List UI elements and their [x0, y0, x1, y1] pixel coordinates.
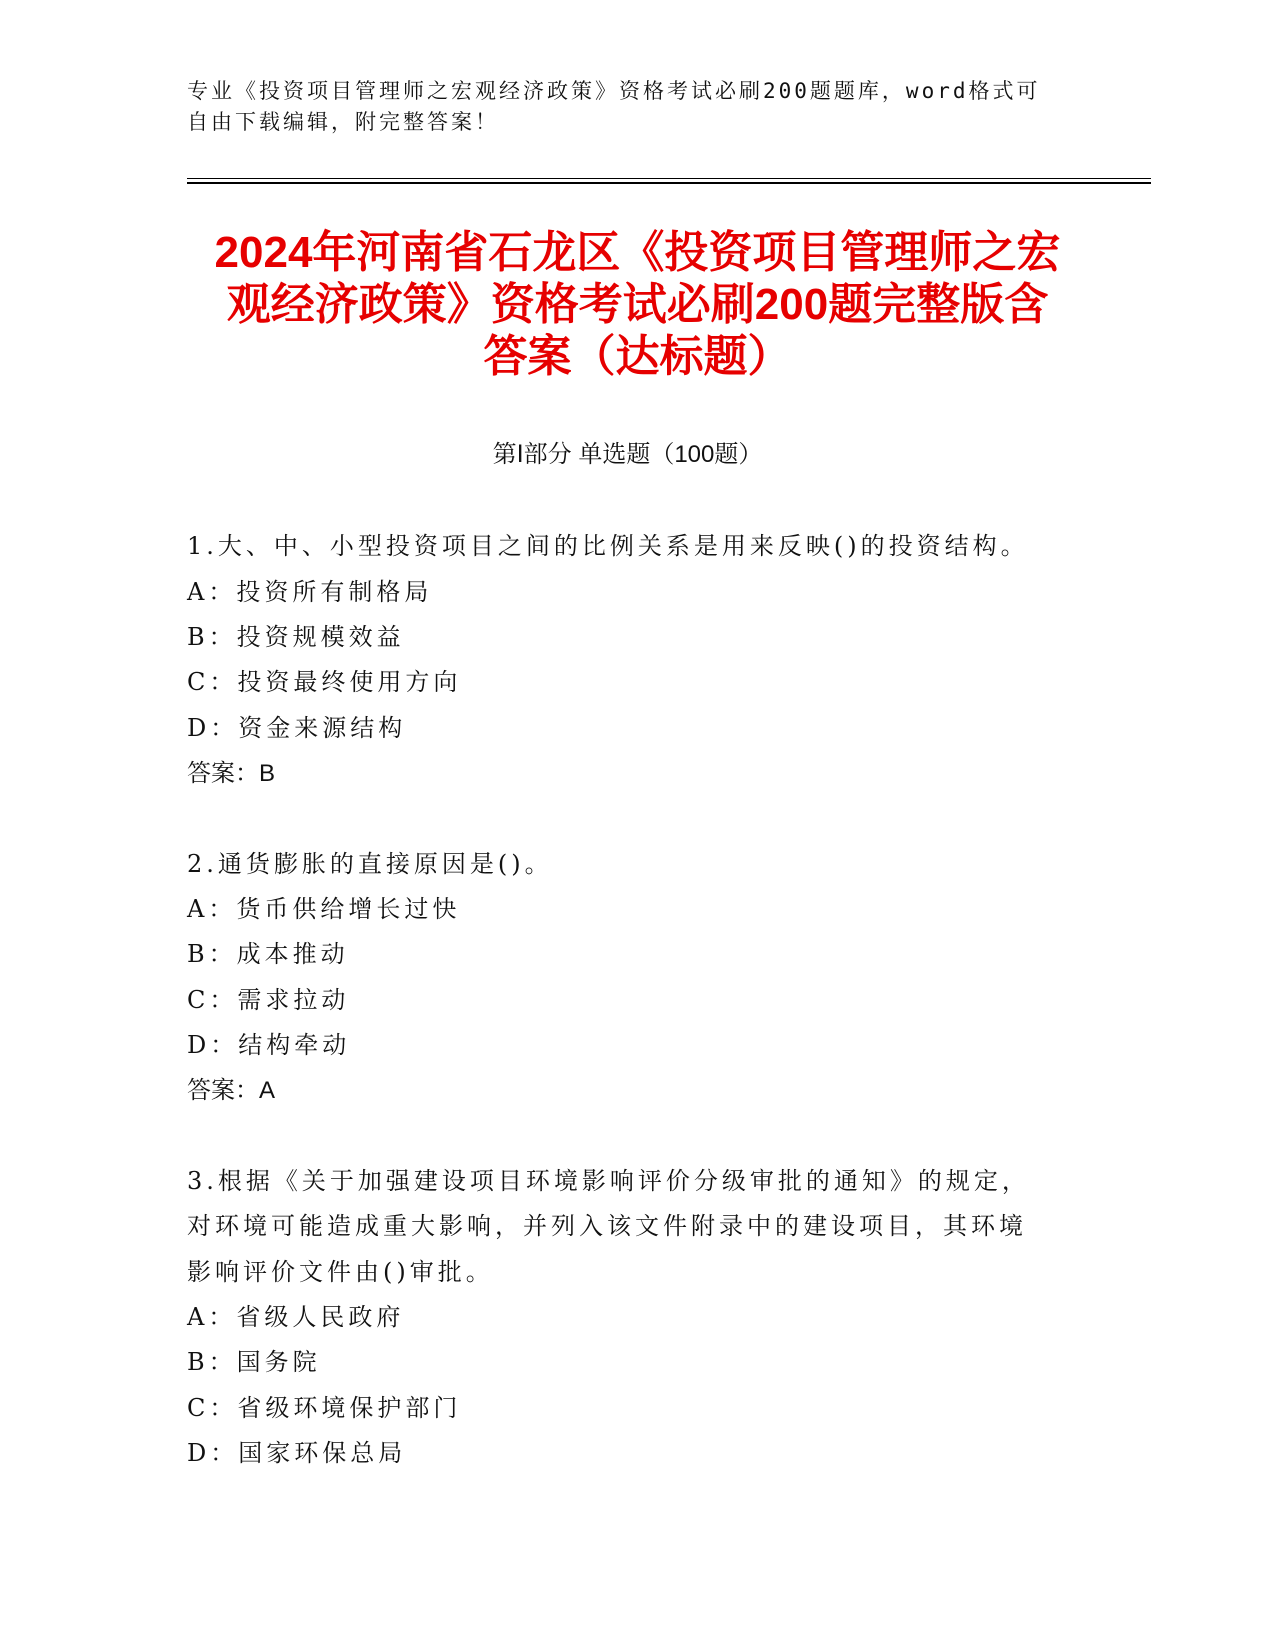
option-d: D：国家环保总局: [187, 1438, 407, 1467]
option-a: A：投资所有制格局: [187, 577, 433, 606]
option-c: C：省级环境保护部门: [187, 1393, 462, 1422]
option-d: D：结构牵动: [187, 1030, 351, 1059]
page-header: [187, 76, 1187, 138]
header-line: 专业《投资项目管理师之宏观经济政策》资格考试必刷200题题库，word格式可: [187, 79, 1041, 103]
option-d: D：资金来源结构: [187, 713, 407, 742]
header-divider-thick: [187, 182, 1151, 184]
header-divider-thin: [187, 178, 1151, 179]
answer: 答案：B: [187, 759, 276, 787]
question-text: 3.根据《关于加强建设项目环境影响评价分级审批的通知》的规定，: [187, 1166, 1030, 1195]
title-line: 答案（达标题）: [483, 332, 792, 381]
document-title: [0, 227, 1275, 383]
option-b: B：成本推动: [187, 940, 349, 969]
option-b: B：投资规模效益: [187, 622, 405, 651]
question-text: 影响评价文件由()审批。: [187, 1257, 494, 1286]
section-heading: 第Ⅰ部分 单选题（100题）: [492, 441, 763, 468]
answer: 答案：A: [187, 1077, 276, 1105]
header-line: 自由下载编辑，附完整答案！: [187, 110, 499, 134]
question-text: 对环境可能造成重大影响，并列入该文件附录中的建设项目，其环境: [187, 1212, 1027, 1241]
question-list: [187, 524, 1187, 1476]
option-c: C：需求拉动: [187, 985, 350, 1014]
question-text: 1.大、中、小型投资项目之间的比例关系是用来反映()的投资结构。: [187, 532, 1029, 561]
option-a: A：货币供给增长过快: [187, 894, 461, 923]
question-1: [187, 524, 1187, 796]
question-3: [187, 1159, 1187, 1476]
option-c: C：投资最终使用方向: [187, 668, 462, 697]
question-text: 2.通货膨胀的直接原因是()。: [187, 849, 553, 878]
option-b: B：国务院: [187, 1348, 321, 1377]
option-a: A：省级人民政府: [187, 1302, 405, 1331]
question-2: [187, 842, 1187, 1114]
title-line: 2024年河南省石龙区《投资项目管理师之宏: [214, 228, 1061, 277]
title-line: 观经济政策》资格考试必刷200题完整版含: [226, 280, 1049, 329]
